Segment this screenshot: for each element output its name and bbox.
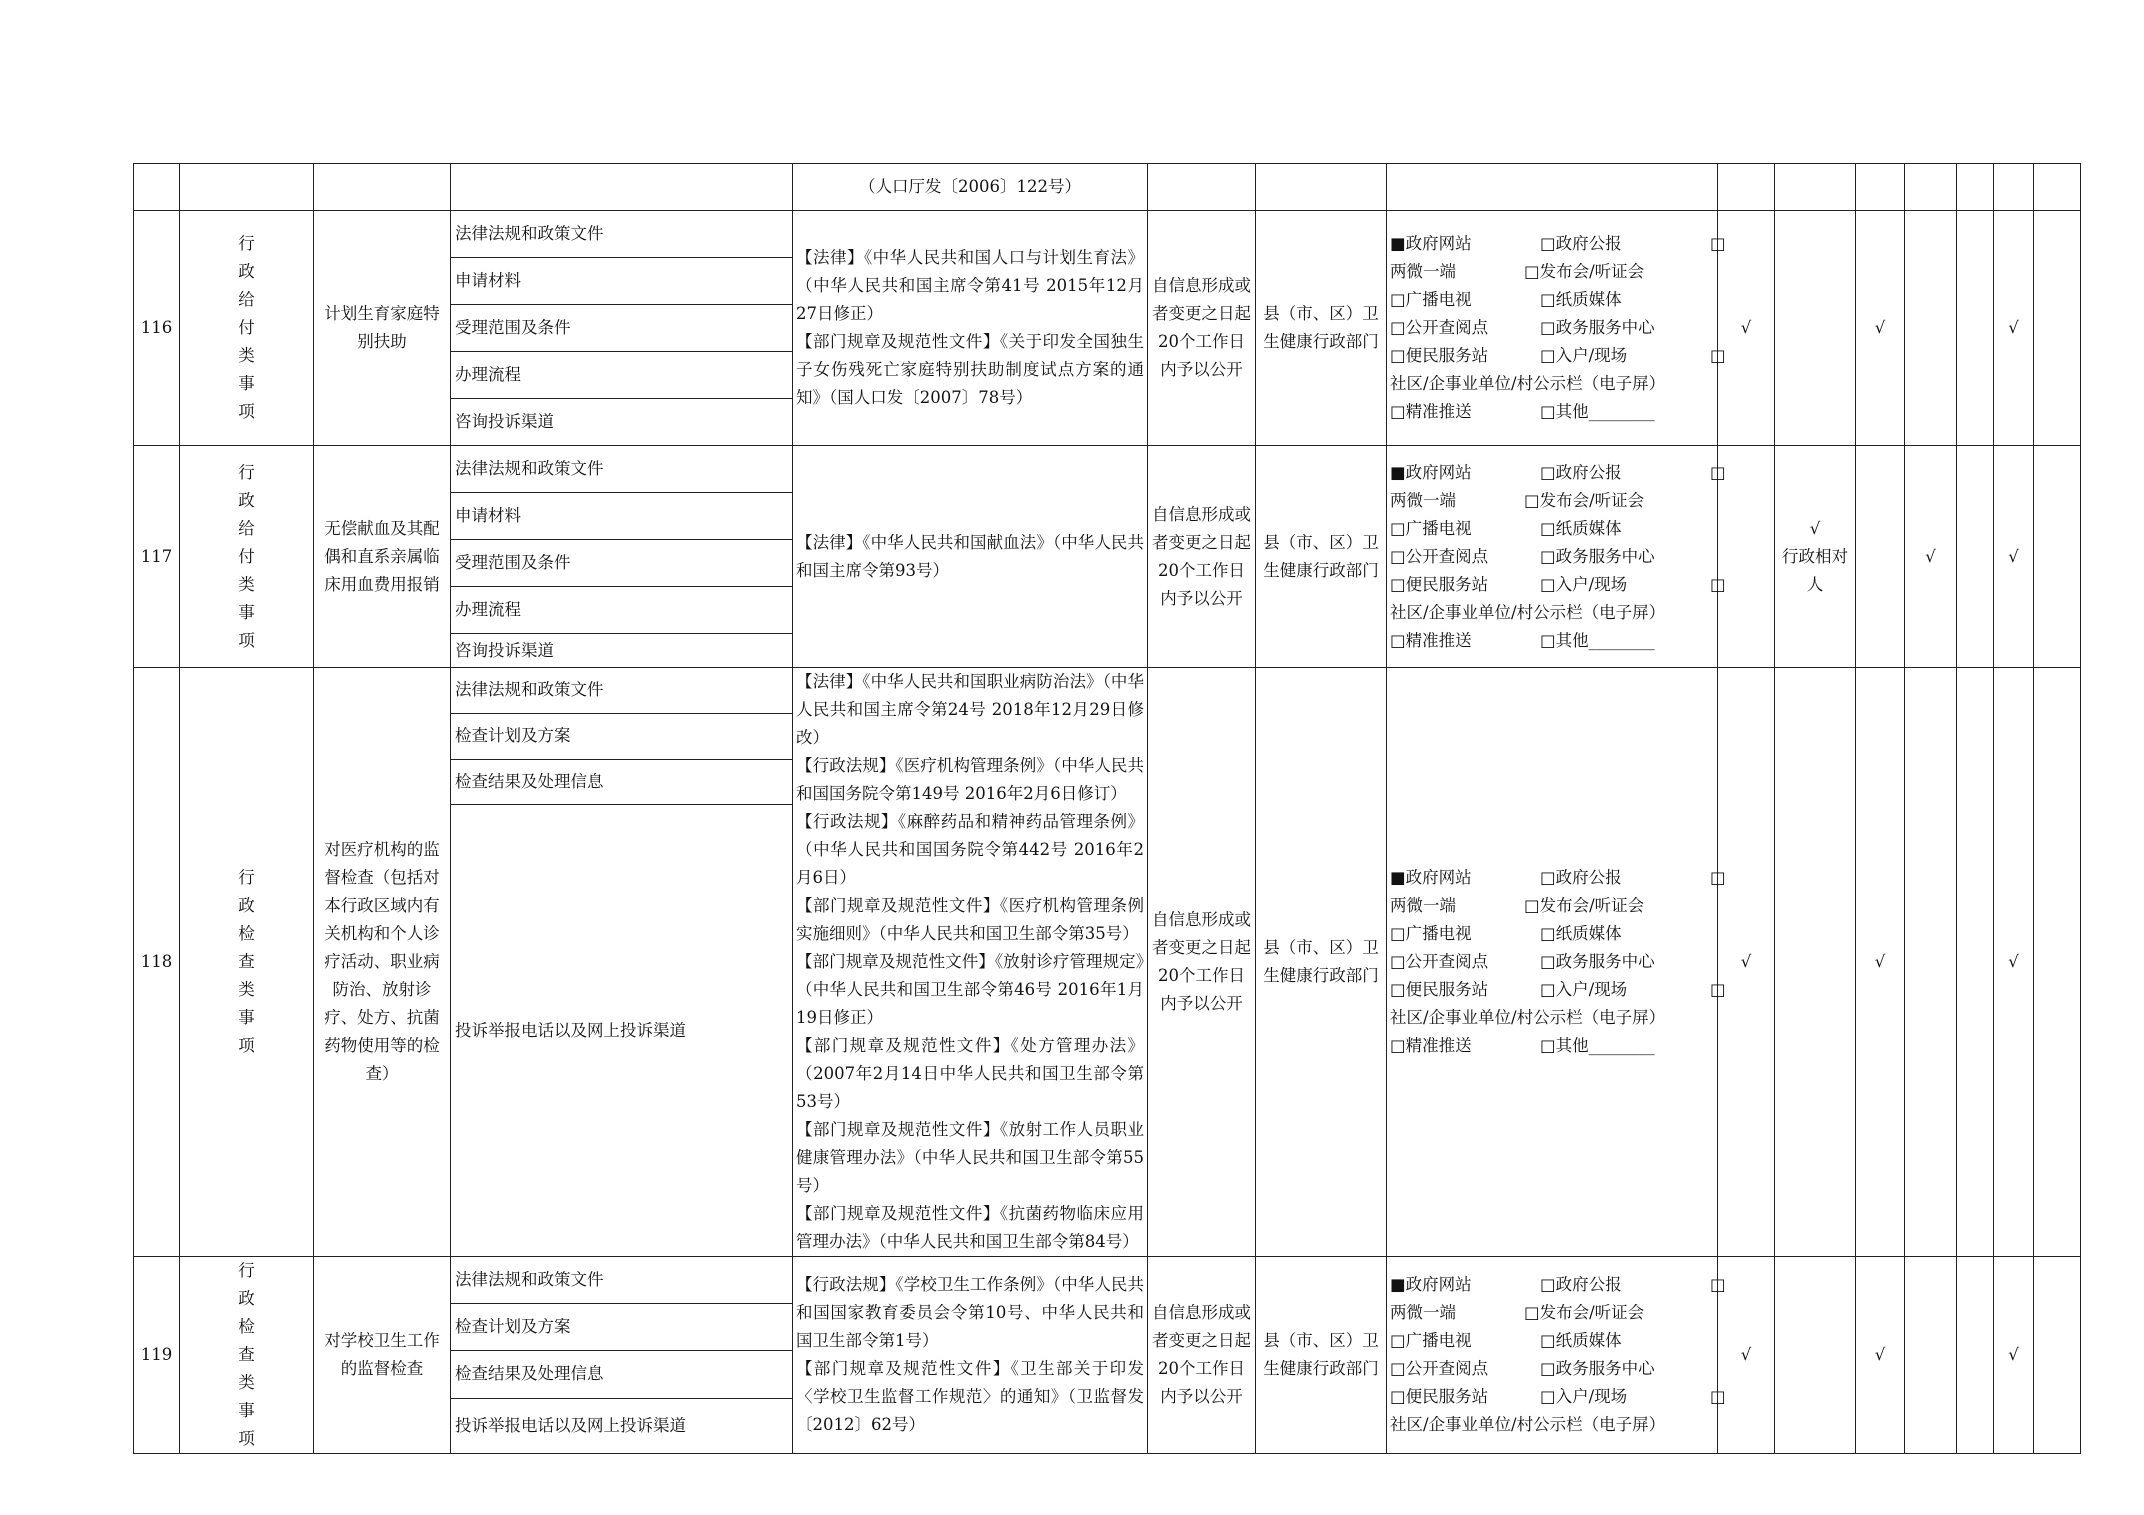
check-mark: √	[1718, 668, 1775, 1257]
check-mark: √	[1994, 446, 2034, 668]
channels-cell: ■政府网站 □政府公报 □ 两微一端 □发布会/听证会 □广播电视 □纸质媒体 □公开查阅点 □政务服务中心 □便民服务站 □入户/现场 □ 社区/企事业单位/村公示栏（电子屏） □精准推送 □其他________	[1387, 668, 1718, 1257]
row-category: 行 政 给 付 类 事 项	[180, 446, 314, 668]
row-number: 118	[134, 668, 180, 1257]
content-item: 受理范围及条件	[451, 305, 793, 352]
subject: 县（市、区）卫生健康行政部门	[1256, 1257, 1387, 1454]
content-item: 检查结果及处理信息	[451, 759, 793, 805]
content-item: 办理流程	[451, 587, 793, 634]
row-number: 116	[134, 211, 180, 446]
row-category: 行 政 检 查 类 事 项	[180, 1257, 314, 1454]
content-item: 受理范围及条件	[451, 540, 793, 587]
subject: 县（市、区）卫生健康行政部门	[1256, 446, 1387, 668]
basis-cell: （人口厅发〔2006〕122号）	[793, 164, 1148, 211]
table-row	[134, 211, 2081, 258]
table-row	[134, 1257, 2081, 1304]
table-row-continuation	[134, 164, 2081, 211]
content-item: 法律法规和政策文件	[451, 211, 793, 258]
basis-cell: 【法律】《中华人民共和国献血法》（中华人民共和国主席令第93号）	[793, 446, 1148, 668]
content-item: 办理流程	[451, 352, 793, 399]
time-limit: 自信息形成或者变更之日起20个工作日内予以公开	[1148, 211, 1256, 446]
content-item: 法律法规和政策文件	[451, 1257, 793, 1304]
check-mark: √	[1856, 1257, 1905, 1454]
subject: 县（市、区）卫生健康行政部门	[1256, 211, 1387, 446]
content-item: 法律法规和政策文件	[451, 446, 793, 493]
channels-cell: ■政府网站 □政府公报 □ 两微一端 □发布会/听证会 □广播电视 □纸质媒体 □公开查阅点 □政务服务中心 □便民服务站 □入户/现场 □ 社区/企事业单位/村公示栏（电子屏） □精准推送 □其他________	[1387, 211, 1718, 446]
channels-cell: ■政府网站 □政府公报 □ 两微一端 □发布会/听证会 □广播电视 □纸质媒体 □公开查阅点 □政务服务中心 □便民服务站 □入户/现场 □ 社区/企事业单位/村公示栏（电子屏） □精准推送 □其他________	[1387, 446, 1718, 668]
content-item: 投诉举报电话以及网上投诉渠道	[451, 1398, 793, 1453]
object-text: 行政相对人	[1782, 546, 1848, 594]
row-category: 行 政 检 查 类 事 项	[180, 668, 314, 1257]
item-name: 对医疗机构的监督检查（包括对本行政区域内有关机构和个人诊疗活动、职业病防治、放射诊疗、处方、抗菌药物使用等的检查）	[314, 668, 451, 1257]
check-mark: √	[1994, 668, 2034, 1257]
content-item: 投诉举报电话以及网上投诉渠道	[451, 805, 793, 1257]
check-mark: √	[1809, 518, 1821, 538]
channels-cell: ■政府网站 □政府公报 □ 两微一端 □发布会/听证会 □广播电视 □纸质媒体 □公开查阅点 □政务服务中心 □便民服务站 □入户/现场 □ 社区/企事业单位/村公示栏（电子屏）	[1387, 1257, 1718, 1454]
check-mark: √	[1718, 211, 1775, 446]
object-cell	[1775, 446, 1856, 668]
subject: 县（市、区）卫生健康行政部门	[1256, 668, 1387, 1257]
row-category: 行 政 给 付 类 事 项	[180, 211, 314, 446]
check-mark: √	[1856, 668, 1905, 1257]
content-item: 检查计划及方案	[451, 713, 793, 759]
table-row	[134, 668, 2081, 714]
time-limit: 自信息形成或者变更之日起20个工作日内予以公开	[1148, 446, 1256, 668]
content-item: 法律法规和政策文件	[451, 668, 793, 714]
table-row	[134, 446, 2081, 493]
basis-cell: 【法律】《中华人民共和国人口与计划生育法》（中华人民共和国主席令第41号 2015年12月27日修正） 【部门规章及规范性文件】《关于印发全国独生子女伤残死亡家庭特别扶助制度试点方案的通知》（国人口发〔2007〕78号）	[793, 211, 1148, 446]
basis-cell: 【法律】《中华人民共和国职业病防治法》（中华人民共和国主席令第24号 2018年12月29日修改） 【行政法规】《医疗机构管理条例》（中华人民共和国国务院令第149号 2016年2月6日修订） 【行政法规】《麻醉药品和精神药品管理条例》（中华人民共和国国务院令第442号 2016年2月6日） 【部门规章及规范性文件】《医疗机构管理条例实施细则》（中华人民共和国卫生部令第35号） 【部门规章及规范性文件】《放射诊疗管理规定》（中华人民共和国卫生部令第46号 2016年1月19日修正） 【部门规章及规范性文件】《处方管理办法》（2007年2月14日中华人民共和国卫生部令第53号） 【部门规章及规范性文件】《放射工作人员职业健康管理办法》（中华人民共和国卫生部令第55号） 【部门规章及规范性文件】《抗菌药物临床应用管理办法》（中华人民共和国卫生部令第84号）	[793, 668, 1148, 1257]
check-mark: √	[1994, 211, 2034, 446]
row-number: 119	[134, 1257, 180, 1454]
content-item: 申请材料	[451, 258, 793, 305]
item-name: 无偿献血及其配偶和直系亲属临床用血费用报销	[314, 446, 451, 668]
content-item: 咨询投诉渠道	[451, 399, 793, 446]
check-mark: √	[1905, 446, 1957, 668]
time-limit: 自信息形成或者变更之日起20个工作日内予以公开	[1148, 668, 1256, 1257]
content-item: 申请材料	[451, 493, 793, 540]
time-limit: 自信息形成或者变更之日起20个工作日内予以公开	[1148, 1257, 1256, 1454]
content-item: 检查计划及方案	[451, 1304, 793, 1351]
disclosure-table	[133, 163, 2081, 1454]
basis-cell: 【行政法规】《学校卫生工作条例》（中华人民共和国国家教育委员会令第10号、中华人民共和国卫生部令第1号） 【部门规章及规范性文件】《卫生部关于印发〈学校卫生监督工作规范〉的通知》（卫监督发〔2012〕62号）	[793, 1257, 1148, 1454]
item-name: 计划生育家庭特别扶助	[314, 211, 451, 446]
check-mark: √	[1994, 1257, 2034, 1454]
item-name: 对学校卫生工作的监督检查	[314, 1257, 451, 1454]
row-number: 117	[134, 446, 180, 668]
check-mark: √	[1856, 211, 1905, 446]
content-item: 检查结果及处理信息	[451, 1351, 793, 1398]
content-item: 咨询投诉渠道	[451, 634, 793, 668]
check-mark: √	[1718, 1257, 1775, 1454]
